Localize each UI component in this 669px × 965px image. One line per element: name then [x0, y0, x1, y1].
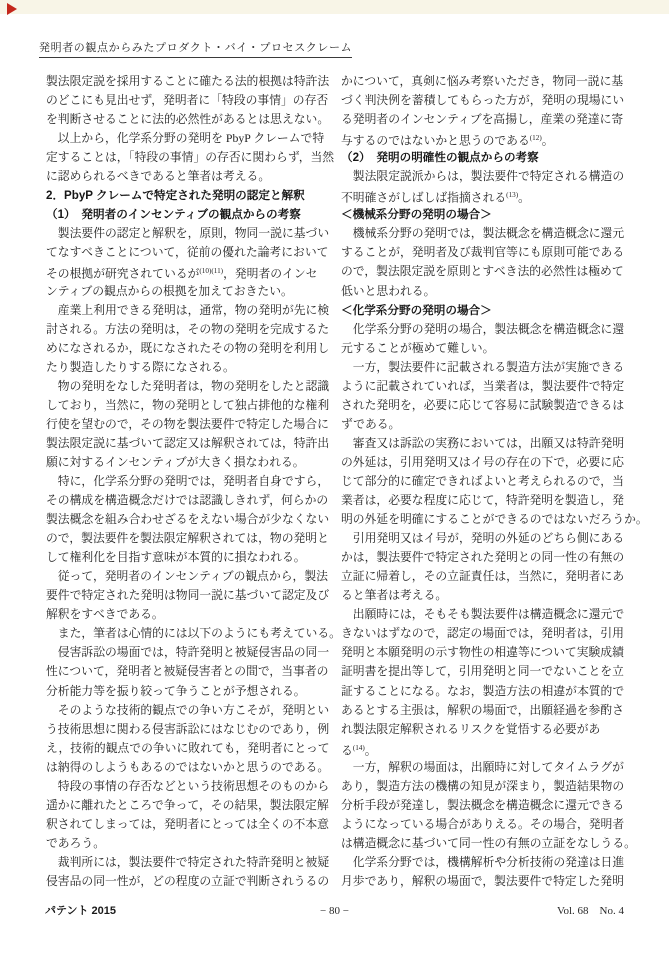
text-line: 出願時には，そもそも製法要件は構造概念に還元で	[341, 607, 625, 622]
text-line: に認められるべきであると筆者は考える。	[46, 169, 271, 184]
text-line	[341, 739, 628, 758]
text-line: 侵害訴訟の場面では，特許発明と被疑侵害品の同一	[46, 645, 330, 660]
footer-journal-name: パテント 2015	[45, 905, 116, 917]
text-line: づく判決例を蓄積してもらった方が，発明の現場にい	[341, 93, 625, 108]
heading-line: ＜機械系分野の発明の場合＞	[341, 208, 492, 222]
text-line: 発明と本願発明の示す物性の相違等について実験成績	[341, 645, 624, 660]
text-line: 裁判所には，製法要件で特定された特許発明と被疑	[46, 854, 330, 869]
text-line: 一方，解釈の場面は，出願時に対してタイムラグが	[341, 759, 624, 774]
text-line: 性について，発明者と被疑侵害者との間で，当事者の	[46, 664, 329, 679]
red-corner-marker-icon	[7, 3, 17, 15]
text-line: ので，製法要件を製法限定解釈されては，物の発明と	[46, 531, 329, 546]
text-line: しており，当然に，物の発明として独占排他的な権利	[46, 397, 330, 412]
text-line: じて部分的に確定できればよいと考えられるので，当	[341, 473, 624, 488]
text-line: る発明者のインセンティブを高揚し，産業の発達に寄	[341, 112, 624, 127]
left-text-column	[46, 72, 341, 891]
text-segment: 不明確さがしばしば指摘される	[341, 190, 507, 205]
text-line: 願に対するインセンティブが大きく損なわれる。	[46, 454, 305, 469]
text-line: う技術思想に関わる侵害訴訟にはなじむのであり，例	[46, 721, 330, 736]
text-line: 製法限定説派からは，製法要件で特定される構造の	[341, 169, 625, 184]
text-line: かについて，真剣に悩み考察いただき，物同一説に基	[341, 74, 624, 88]
text-line: であろう。	[46, 835, 105, 850]
right-text-column	[341, 72, 648, 891]
text-line: を判断させることに法的必然性があるとは思えない。	[46, 112, 330, 127]
footer-page-number: − 80 −	[320, 905, 349, 917]
text-line: 業者は，必要な程度に応じて，特許発明を製造し，発	[341, 493, 624, 508]
text-line: また，筆者は心情的には以下のようにも考えている。	[46, 626, 341, 641]
text-line: かは，製法要件で特定された発明との同一性の有無の	[341, 550, 625, 565]
text-line: 審査又は訴訟の実務においては，出願又は特許発明	[341, 435, 625, 450]
text-line: 遥かに離れたところで争って，その結果，製法限定解	[46, 797, 329, 812]
text-line: して権利化を目指す意味が本質的に損なわれる。	[46, 550, 306, 565]
text-line: 定することは，「特段の事情」の存否に関わらず，当然	[46, 150, 335, 165]
text-line: たり製造したりする際になされる。	[46, 359, 235, 374]
text-line: 明の外延を明確にすることができるのではないだろうか。	[341, 512, 648, 527]
text-line: 証することになる。なお，製造方法の相違が本質的で	[341, 683, 625, 698]
text-line	[46, 262, 333, 281]
text-line: 物の発明をなした発明者は，物の発明をしたと認識	[46, 378, 330, 393]
text-line: は構造概念に基づいて同一性の有無の立証をなしうる。	[341, 835, 636, 850]
text-line: あり，製造方法の機構の知見が深まり，製造結果物の	[341, 778, 625, 793]
text-segment: る	[341, 743, 353, 758]
text-segment: 。	[518, 190, 530, 205]
text-line: 釈されてしまっては，発明者にとっては全くの不本意	[46, 816, 329, 831]
text-segment: 。	[541, 133, 554, 148]
text-segment: その根拠が研究されているが	[46, 266, 200, 281]
page-footer	[45, 904, 624, 918]
text-line: めになされるか，既になされたその物の発明を利用し	[46, 340, 330, 355]
text-line: 元することが極めて難しい。	[341, 340, 495, 355]
text-line: ンティブの観点からの根拠を加えておきたい。	[46, 283, 293, 298]
text-segment: ，発明者のインセ	[223, 266, 318, 281]
footnote-reference: (14)	[352, 743, 365, 752]
footnote-reference: (10)(11)	[199, 267, 224, 276]
text-line: きないはずなので，認定の場面では，発明者は，引用	[341, 626, 624, 641]
text-line: 要件で特定された発明は物同一説に基づいて認定及び	[46, 588, 330, 603]
text-segment: 。	[364, 743, 377, 758]
text-line: 機械系分野の発明では，製法概念を構造概念に還元	[341, 226, 625, 241]
text-line: 特段の事情の存否などという技術思想そのものから	[46, 778, 330, 793]
text-line: された発明を，必要に応じて容易に試験製造できるは	[341, 397, 625, 412]
text-line: そのような技術的観点での争い方こそが，発明とい	[46, 702, 330, 717]
text-line: 行使を望むので，その物を製法要件で特定した場合に	[46, 416, 329, 431]
heading-line: 2．PbyP クレームで特定された発明の認定と解釈	[46, 189, 305, 203]
text-line: 化学系分野の発明の場合，製法概念を構造概念に還	[341, 321, 625, 336]
text-line: ずである。	[341, 416, 401, 431]
text-line: 製法限定説に基づいて認定又は解釈されては，特許出	[46, 435, 330, 450]
text-segment: 与するのではないかと思うのである	[341, 133, 530, 148]
text-line: ように記載されていれば，当業者は，製法要件で特定	[341, 378, 625, 393]
text-line: 引用発明又はイ号が，発明の外延のどちら側にある	[341, 531, 625, 546]
text-line: その構成を構造概念だけでは認識しきれず，何らかの	[46, 493, 329, 508]
text-line: 分析手段が発達し，製法概念を構造概念に還元できる	[341, 797, 625, 812]
text-line: 製法概念を組み合わせざるをえない場合が少なくない	[46, 512, 330, 527]
text-line: ると筆者は考える。	[341, 588, 448, 603]
heading-line: （1） 発明者のインセンティブの観点からの考察	[46, 208, 301, 222]
heading-line: （2） 発明の明確性の観点からの考察	[341, 151, 539, 165]
text-line: 以上から，化学系分野の発明を PbyP クレームで特	[46, 131, 325, 146]
text-line: 解釈をすべきである。	[46, 607, 164, 622]
text-line: することが，発明者及び裁判官等にも原則可能である	[341, 245, 625, 260]
text-line: 化学系分野では，機構解析や分析技術の発達は日進	[341, 854, 625, 869]
text-line: 一方，製法要件に記載される製造方法が実施できる	[341, 359, 625, 374]
text-line: 低いと思われる。	[341, 283, 436, 298]
text-line: 証明書を提出等して，引用発明と同一でないことを立	[341, 664, 624, 679]
text-line: のどこにも見出せず，発明者に「特段の事情」の存否	[46, 93, 329, 108]
text-line: 製法要件の認定と解釈を，原則，物同一説に基づい	[46, 226, 330, 241]
text-line: れ製法限定解釈されるリスクを覚悟する必要があ	[341, 721, 601, 736]
text-line: あるとする主張は，解釈の場面で，出願経過を参酌さ	[341, 702, 624, 717]
text-line: 製法限定説を採用することに確たる法的根拠は特許法	[46, 74, 330, 88]
text-line: 特に，化学系分野の発明では，発明者自身ですら，	[46, 473, 330, 488]
text-line: 立証に帰着し，その立証責任は，当然に，発明者にあ	[341, 569, 625, 584]
text-line: てなすべきことについて，従前の優れた論考において	[46, 245, 329, 260]
text-line: 従って，発明者のインセンティブの観点から，製法	[46, 569, 328, 584]
running-header-title: 発明者の観点からみたプロダクト・バイ・プロセスクレーム	[39, 41, 352, 58]
heading-line: ＜化学系分野の発明の場合＞	[341, 303, 492, 317]
footnote-reference: (12)	[529, 134, 542, 143]
text-line: え，技術的観点での争いに敗れても，発明者にとって	[46, 740, 330, 755]
text-line: ので，製法限定説を原則とすべき法的必然性は極めて	[341, 264, 624, 279]
text-line: 分析能力等を振り絞って争うことが予想される。	[46, 683, 306, 698]
text-line: 侵害品の同一性が，どの程度の立証で判断されうるの	[46, 873, 330, 888]
text-line: の外延は，引用発明又はイ号の存在の下で，必要に応	[341, 454, 624, 469]
text-line: 討される。方法の発明は，その物の発明を完成するた	[46, 321, 330, 336]
footnote-reference: (13)	[506, 191, 519, 200]
text-line	[341, 186, 628, 205]
page-top-band	[0, 0, 669, 14]
text-line	[341, 129, 628, 148]
text-line: 月歩であり，解釈の場面で，製法要件で特定した発明	[341, 873, 624, 888]
text-line: 産業上利用できる発明は，通常，物の発明が先に検	[46, 302, 330, 317]
text-line: ようになっている場合がありえる。その場合，発明者	[341, 816, 625, 831]
text-line: は納得のしようもあるのではないかと思うのである。	[46, 759, 330, 774]
footer-volume-number: Vol. 68 No. 4	[556, 905, 624, 917]
